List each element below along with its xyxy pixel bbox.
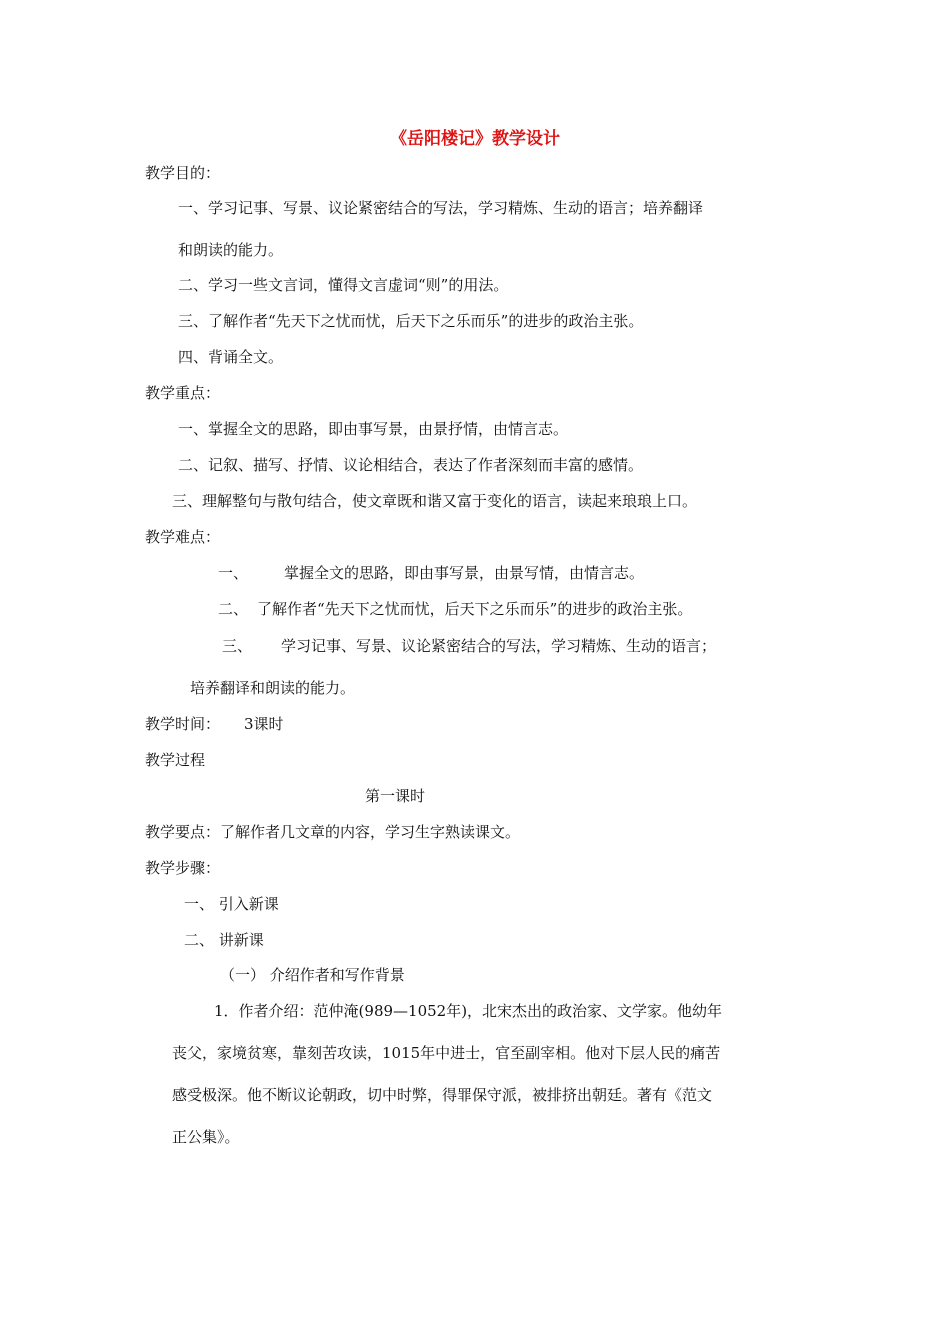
teaching-time-label: 教学时间： <box>145 715 221 733</box>
author-intro-line-4: 正公集》。 <box>172 1128 240 1146</box>
process-heading: 教学过程 <box>145 751 206 769</box>
difficulty-2-number: 二、 <box>218 600 249 618</box>
author-intro-line-1: 1．作者介绍：范仲淹(989—1052年)，北宋杰出的政治家、文学家。他幼年 <box>214 1002 723 1020</box>
key-point-2: 二、记叙、描写、抒情、议论相结合，表达了作者深刻而丰富的感情。 <box>178 456 644 474</box>
difficulty-3-text: 学习记事、写景、议论紧密结合的写法，学习精炼、生动的语言； <box>281 637 717 655</box>
objective-2: 二、学习一些文言词，懂得文言虚词“则”的用法。 <box>178 276 509 294</box>
lesson-1-title: 第一课时 <box>364 787 425 805</box>
objective-3: 三、了解作者“先天下之忧而忧，后天下之乐而乐”的进步的政治主张。 <box>178 312 644 330</box>
lesson-1-key-points: 教学要点：了解作者几文章的内容，学习生字熟读课文。 <box>145 823 521 841</box>
key-point-3: 三、理解整句与散句结合，使文章既和谐又富于变化的语言，读起来琅琅上口。 <box>172 492 698 510</box>
difficulty-1-number: 一、 <box>218 564 249 582</box>
steps-heading: 教学步骤： <box>145 859 221 877</box>
step-2: 二、 讲新课 <box>184 931 264 949</box>
document-title: 《岳阳楼记》教学设计 <box>390 129 560 149</box>
sub-step-1: （一） 介绍作者和写作背景 <box>220 966 405 984</box>
key-points-heading: 教学重点： <box>145 384 221 402</box>
objective-1-line-1: 一、学习记事、写景、议论紧密结合的写法，学习精炼、生动的语言；培养翻译 <box>178 199 704 217</box>
step-1: 一、 引入新课 <box>184 895 279 913</box>
key-point-1: 一、掌握全文的思路，即由事写景，由景抒情，由情言志。 <box>178 420 569 438</box>
objective-4: 四、背诵全文。 <box>178 348 284 366</box>
teaching-time-value: 3课时 <box>244 715 284 733</box>
difficulty-3-line-2: 培养翻译和朗读的能力。 <box>190 679 356 697</box>
difficulties-heading: 教学难点： <box>145 528 221 546</box>
difficulty-1-text: 掌握全文的思路，即由事写景，由景写情，由情言志。 <box>284 564 645 582</box>
difficulty-2-text: 了解作者“先天下之忧而忧，后天下之乐而乐”的进步的政治主张。 <box>257 600 693 618</box>
objective-1-line-2: 和朗读的能力。 <box>178 241 284 259</box>
objectives-heading: 教学目的： <box>145 164 221 182</box>
author-intro-line-2: 丧父，家境贫寒，靠刻苦攻读，1015年中进士，官至副宰相。他对下层人民的痛苦 <box>172 1044 721 1062</box>
author-intro-line-3: 感受极深。他不断议论朝政，切中时弊，得罪保守派，被排挤出朝廷。著有《范文 <box>172 1086 713 1104</box>
difficulty-3-number: 三、 <box>222 637 253 655</box>
